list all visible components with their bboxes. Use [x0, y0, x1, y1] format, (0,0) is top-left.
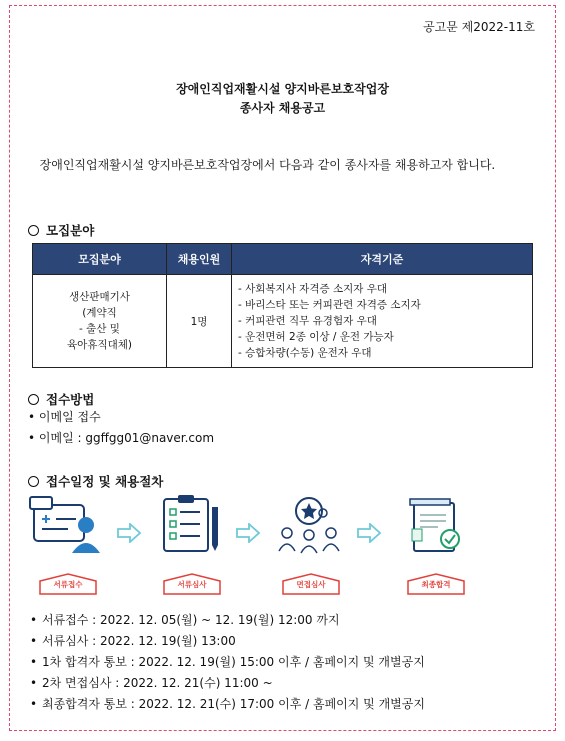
list-item: • 최종합격자 통보 : 2022. 12. 21(수) 17:00 이후 / 홈페이지 및 개별공지 [30, 694, 425, 715]
list-item: • 1차 합격자 통보 : 2022. 12. 19(월) 15:00 이후 / 홈페이지 및 개별공지 [30, 652, 425, 673]
header-field: 모집분야 [33, 244, 167, 275]
list-item: • 서류심사 : 2022. 12. 19(월) 13:00 [30, 631, 425, 652]
step-interview [271, 493, 351, 597]
step-document-review [152, 493, 232, 597]
circle-bullet-icon [28, 225, 39, 236]
section-recruit-field: 모집분야 [28, 221, 94, 239]
step-badge: 면접심사 [279, 573, 343, 595]
document-submission-icon [28, 493, 108, 555]
circle-bullet-icon [28, 394, 39, 405]
step-badge: 서류접수 [36, 573, 100, 595]
field-cell: 생산판매기사 (계약직 - 출산 및 육아휴직대체) [33, 275, 167, 368]
step-final-pass [396, 493, 476, 597]
notice-title: 장애인직업재활시설 양지바른보호작업장 [176, 82, 389, 96]
clipboard-checklist-icon [152, 493, 232, 555]
circle-bullet-icon [28, 476, 39, 487]
method-list [28, 407, 214, 449]
step-badge: 최종합격 [404, 573, 468, 595]
document-number: 공고문 제2022-11호 [423, 20, 535, 34]
schedule-list [30, 610, 425, 715]
interview-people-icon [271, 493, 351, 555]
arrow-right-icon [235, 523, 261, 543]
step-badge: 서류심사 [160, 573, 224, 595]
list-item: • 2차 면접심사 : 2022. 12. 21(수) 11:00 ~ [30, 673, 425, 694]
count-cell: 1명 [167, 275, 232, 368]
step-document-submission [28, 493, 108, 597]
list-item: • 이메일 : ggffgg01@naver.com [28, 431, 215, 445]
list-item: • 서류접수 : 2022. 12. 05(월) ~ 12. 19(월) 12:00 까지 [30, 610, 425, 631]
list-item: • 이메일 접수 [28, 410, 101, 424]
process-steps [28, 493, 538, 597]
recruit-table [32, 243, 533, 368]
table-header-row [33, 244, 533, 275]
header-qualification: 자격기준 [232, 244, 533, 275]
arrow-right-icon [116, 523, 142, 543]
certificate-icon [396, 493, 476, 555]
notice-subtitle: 종사자 채용공고 [239, 101, 326, 115]
intro-paragraph: 장애인직업재활시설 양지바른보호작업장에서 다음과 같이 종사자를 채용하고자 합니다. [39, 158, 496, 172]
qualification-cell: - 사회복지사 자격증 소지자 우대 - 바리스타 또는 커피관련 자격증 소지자 - 커피관련 직무 유경험자 우대 - 운전면허 2종 이상 / 운전 가능자 - 승합차량(수동) 운전자 우대 [232, 275, 533, 368]
table-row [33, 275, 533, 368]
section-schedule: 접수일정 및 채용절차 [28, 472, 163, 490]
section-application-method: 접수방법 [28, 390, 94, 408]
arrow-right-icon [356, 523, 382, 543]
header-count: 채용인원 [167, 244, 232, 275]
